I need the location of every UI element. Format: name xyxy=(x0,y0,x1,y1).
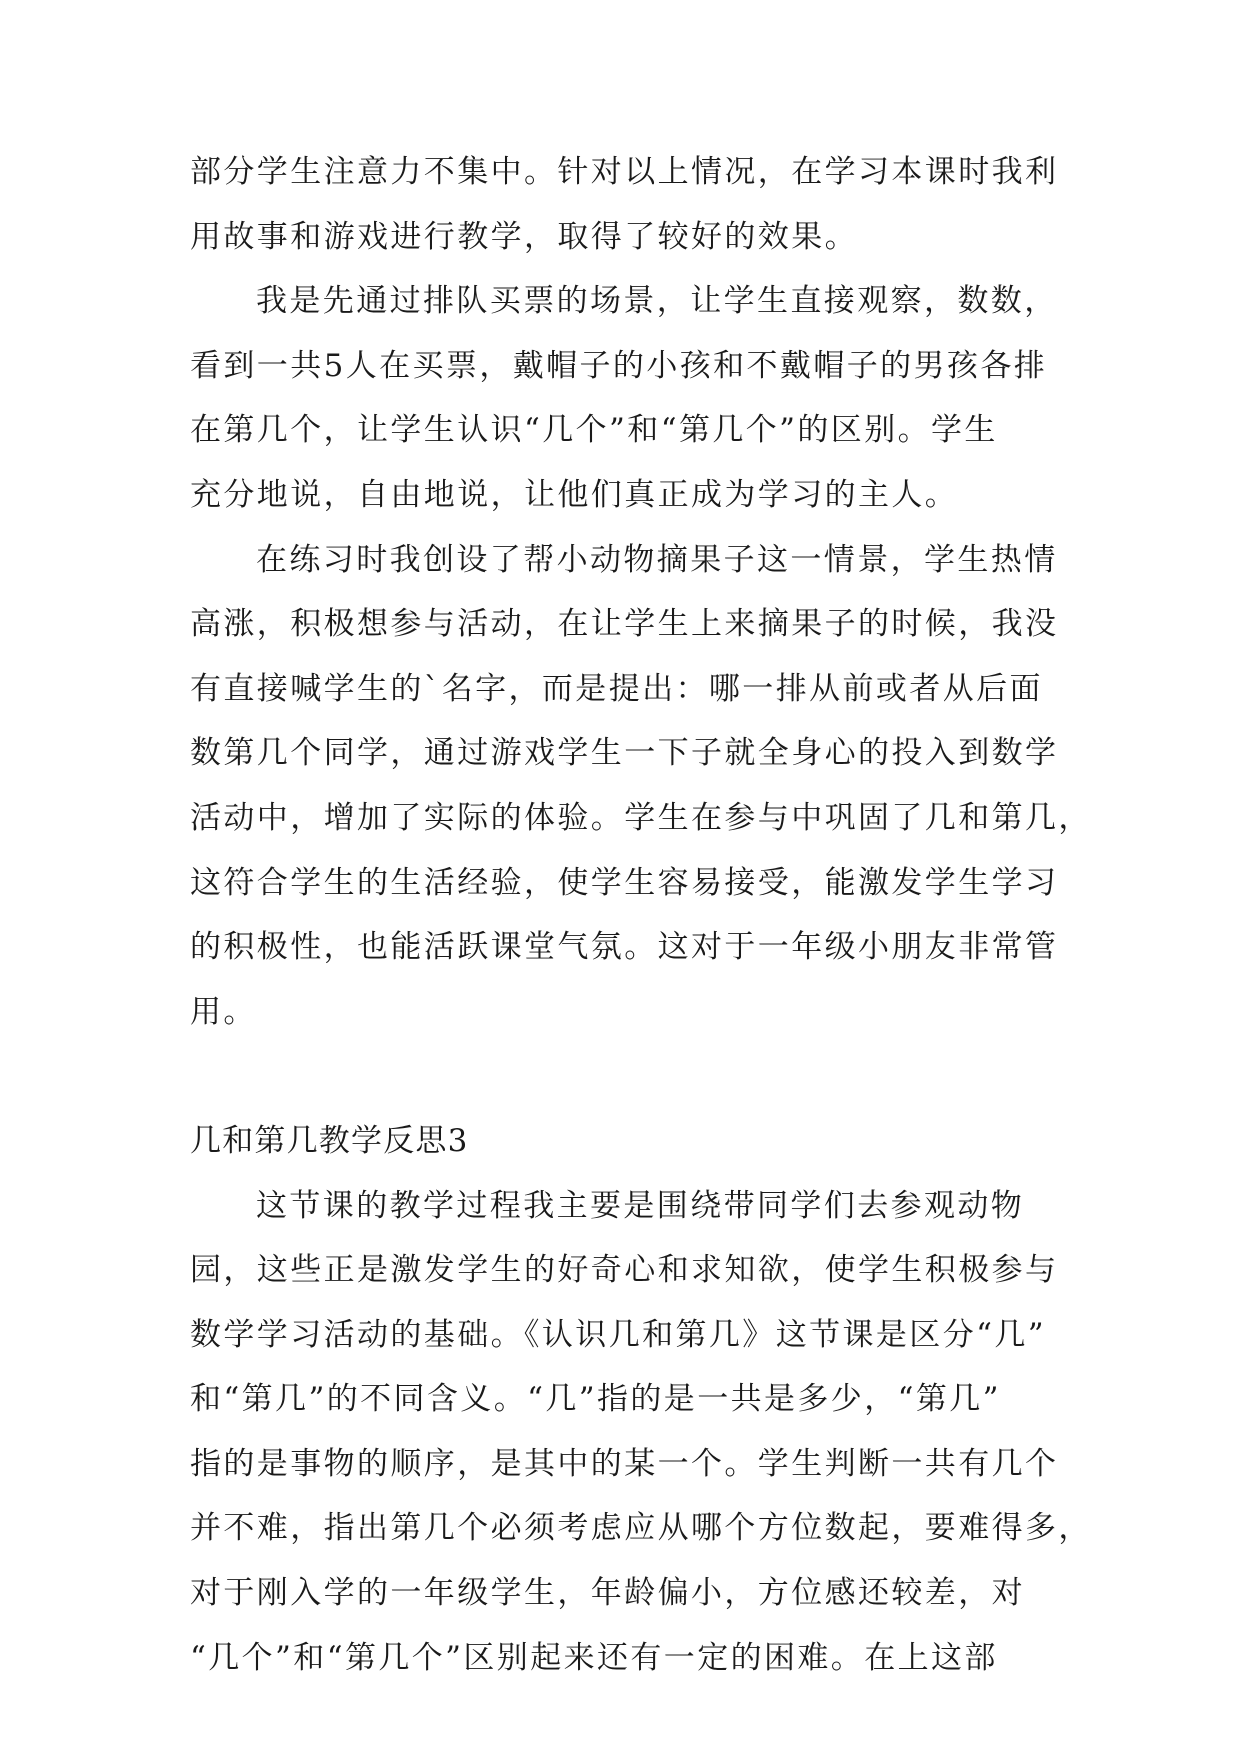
text-line: 看到一共5人在买票，戴帽子的小孩和不戴帽子的男孩各排 xyxy=(190,347,1048,384)
section-spacer xyxy=(190,1044,1070,1109)
text-line: 我是先通过排队买票的场景，让学生直接观察，数数， xyxy=(256,283,1058,320)
text-line: 并不难，指出第几个必须考虑应从哪个方位数起，要难得多， xyxy=(190,1510,1092,1547)
text-line: “几个”和“第几个”区别起来还有一定的困难。在上这部 xyxy=(190,1639,998,1676)
text-line: 部分学生注意力不集中。针对以上情况，在学习本课时我利 xyxy=(190,154,1059,190)
text-line: 和“第几”的不同含义。“几”指的是一共是多少，“第几” xyxy=(190,1381,1001,1418)
paragraph-zoo-visit xyxy=(190,1174,1092,1691)
text-line: 这符合学生的生活经验，使学生容易接受，能激发学生学习 xyxy=(190,864,1059,901)
paragraph-continuation xyxy=(190,140,1070,269)
text-line: 指的是事物的顺序，是其中的某一个。学生判断一共有几个 xyxy=(190,1445,1059,1482)
text-line: 用故事和游戏进行教学，取得了较好的效果。 xyxy=(190,218,858,255)
text-line: 数学学习活动的基础。《认识几和第几》这节课是区分“几” xyxy=(190,1316,1046,1353)
document-body xyxy=(190,140,1092,1690)
text-line: 活动中，增加了实际的体验。学生在参与中巩固了几和第几， xyxy=(190,799,1092,836)
text-line: 在第几个，让学生认识“几个”和“第几个”的区别。学生 xyxy=(190,412,998,449)
paragraph-practice-game xyxy=(190,528,1092,1045)
text-line: 园，这些正是激发学生的好奇心和求知欲，使学生积极参与 xyxy=(190,1252,1059,1289)
text-line: 在练习时我创设了帮小动物摘果子这一情景，学生热情 xyxy=(256,541,1058,578)
text-line: 高涨，积极想参与活动，在让学生上来摘果子的时候，我没 xyxy=(190,606,1059,643)
text-line: 对于刚入学的一年级学生，年龄偏小，方位感还较差，对 xyxy=(190,1575,1025,1612)
text-line: 这节课的教学过程我主要是围绕带同学们去参观动物 xyxy=(256,1187,1025,1224)
text-line: 有直接喊学生的`名字，而是提出：哪一排从前或者从后面 xyxy=(190,670,1043,707)
text-line: 充分地说，自由地说，让他们真正成为学习的主人。 xyxy=(190,476,959,513)
text-line: 的积极性，也能活跃课堂气氛。这对于一年级小朋友非常管 xyxy=(190,929,1059,966)
text-line: 用。 xyxy=(190,993,257,1030)
text-line: 数第几个同学，通过游戏学生一下子就全身心的投入到数学 xyxy=(190,735,1059,772)
section-heading: 几和第几教学反思3 xyxy=(190,1122,469,1159)
paragraph-ticket-scene xyxy=(190,269,1070,527)
